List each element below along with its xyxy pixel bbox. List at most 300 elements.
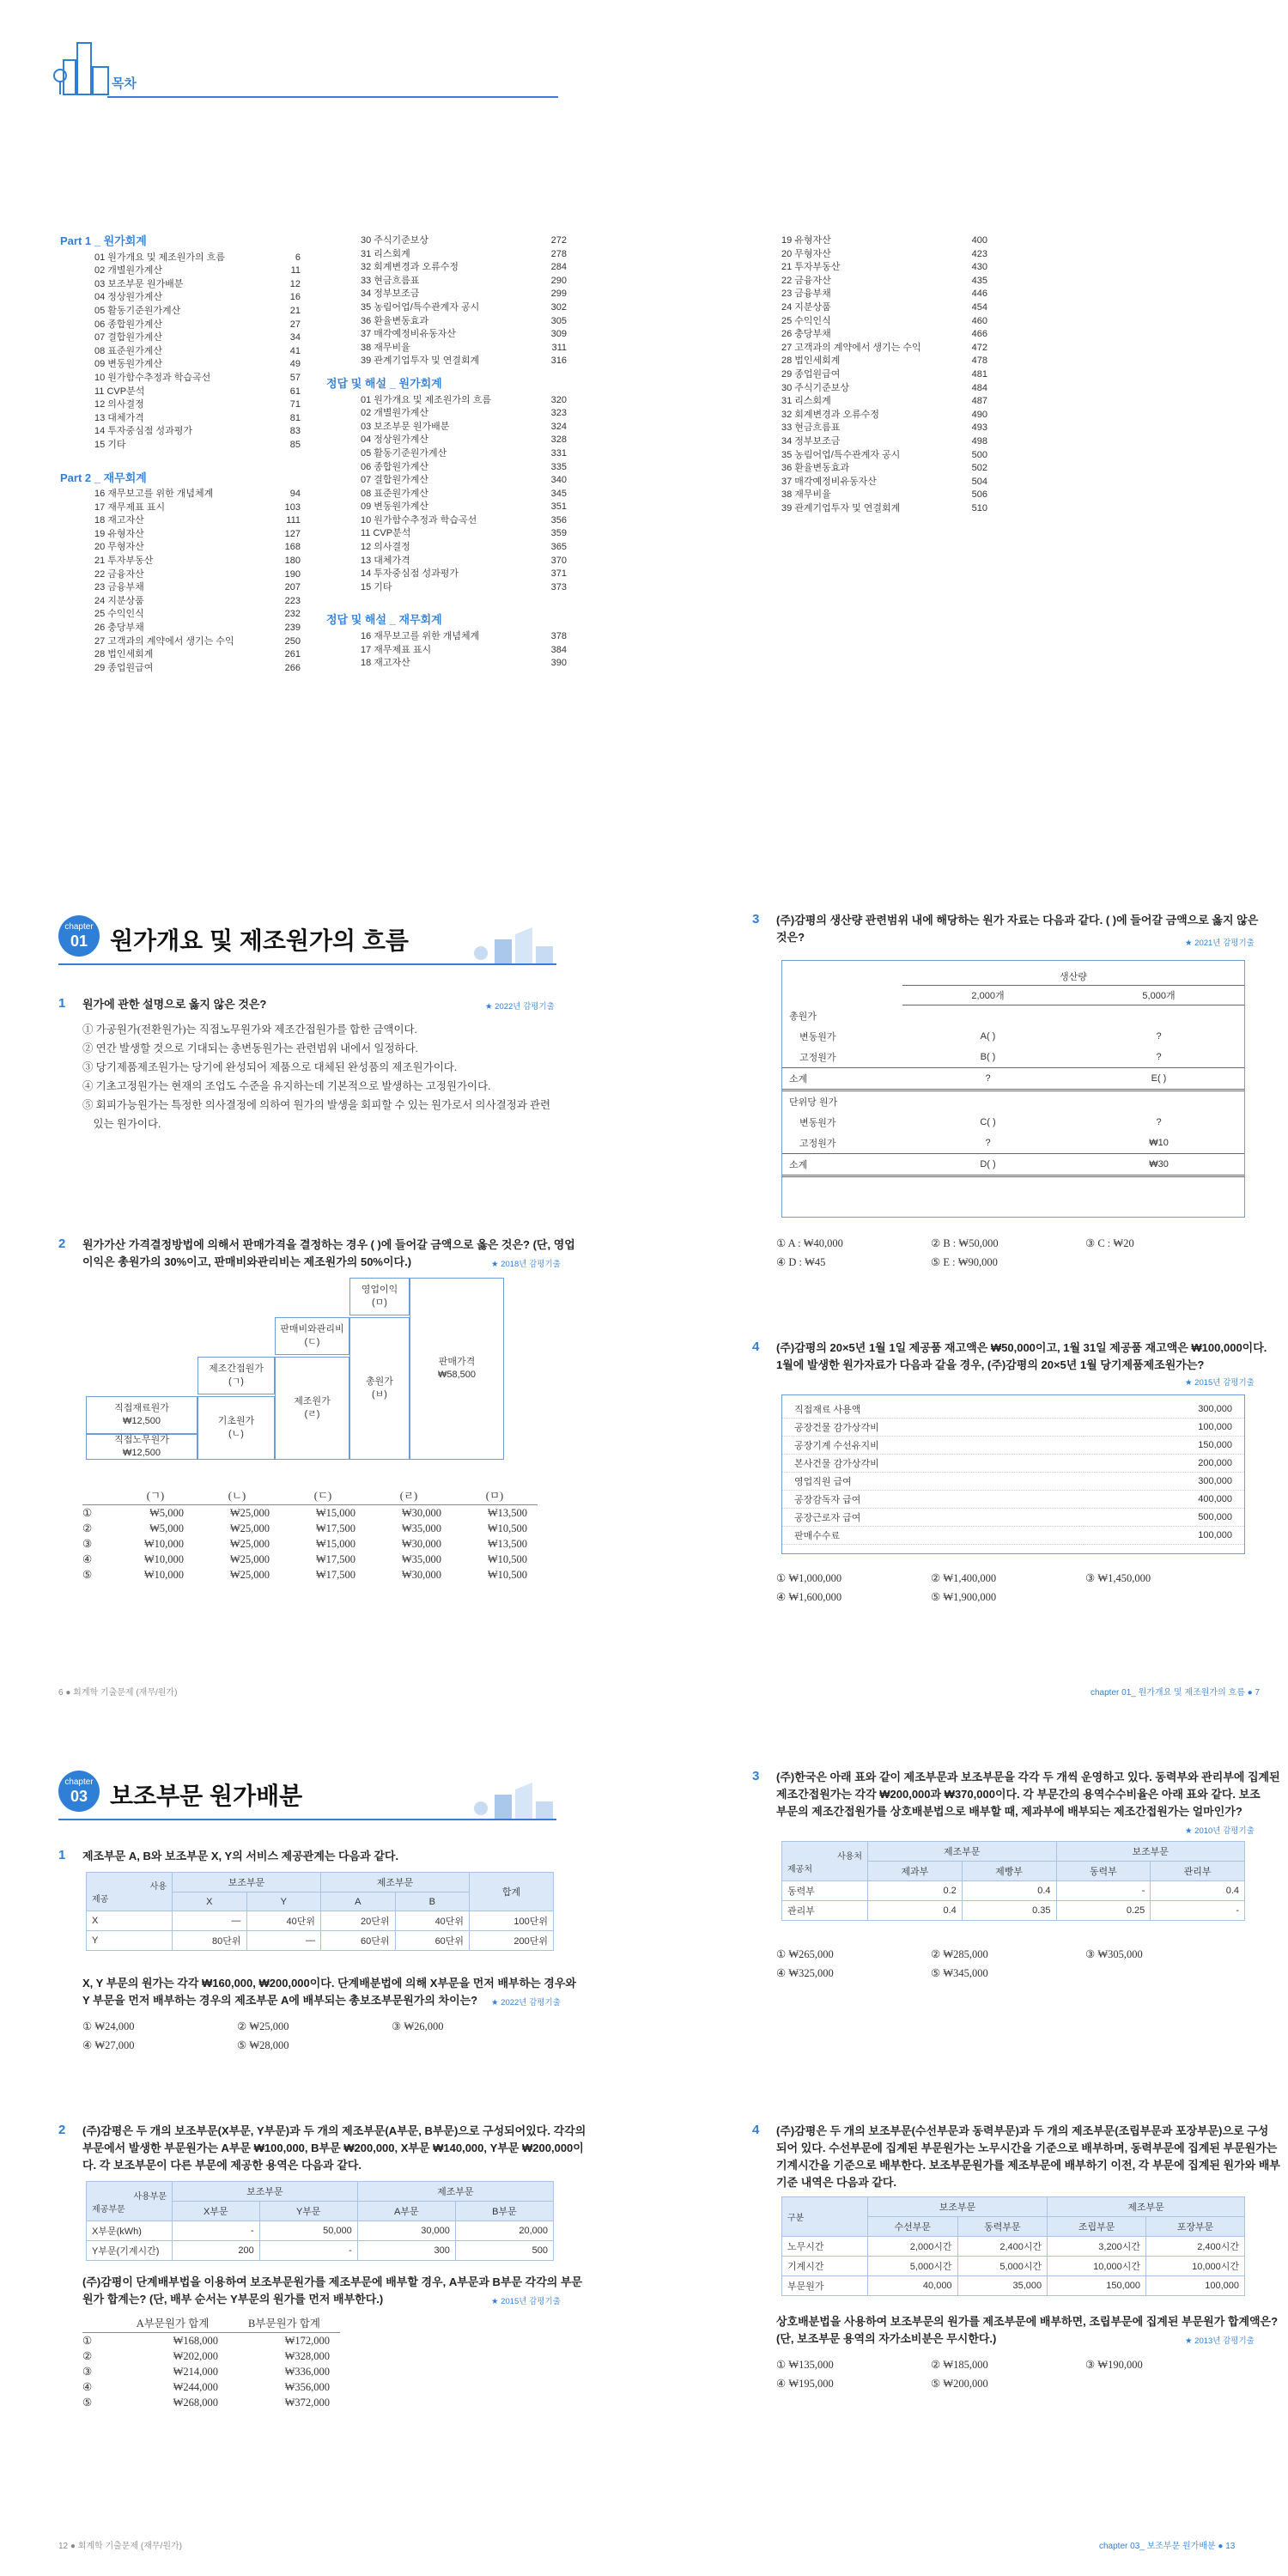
corner-bottom-label: 제공 bbox=[92, 1895, 109, 1905]
table-cell: D( ) bbox=[902, 1153, 1073, 1176]
q4-tag: ★ 2015년 감평기출 bbox=[1185, 1378, 1255, 1388]
toc-entry bbox=[747, 368, 987, 382]
table-header-cell: 5,000개 bbox=[1073, 986, 1244, 1005]
table-header-cell: (ㄴ) bbox=[194, 1485, 280, 1505]
toc-entry bbox=[326, 555, 567, 568]
option-item: ① A : ₩40,000 bbox=[776, 1237, 843, 1249]
toc-entry-label: 26 충당부채 bbox=[94, 623, 144, 634]
table-cell: 10,000시간 bbox=[1048, 2257, 1146, 2276]
corner-bottom-label: 구분 bbox=[787, 2214, 805, 2223]
c3q4-tag: ★ 2013년 감평기출 bbox=[1185, 2336, 1255, 2346]
toc-entry bbox=[326, 447, 567, 461]
toc-entry-label: 09 변동원가계산 bbox=[361, 501, 429, 513]
c3q4-sub-line1: 상호배분법을 사용하여 보조부문의 원가를 제조부문에 배부하면, 조립부문에 집계된 부문원가 합계액은? bbox=[776, 2315, 1279, 2328]
c3q3-text-line1: (주)한국은 아래 표와 같이 제조부문과 보조부문을 각각 두 개씩 운영하고 있다. 동력부와 관리부에 집계된 bbox=[776, 1771, 1280, 1783]
option-item: ② B : ₩50,000 bbox=[931, 1237, 999, 1249]
c3q1-options bbox=[82, 2020, 546, 2052]
table-header-cell: A부문 bbox=[357, 2202, 455, 2221]
toc-entry bbox=[60, 252, 301, 265]
toc-entry-label: 37 매각예정비유동자산 bbox=[781, 476, 877, 487]
toc-entry-label: 25 수익인식 bbox=[781, 315, 831, 326]
table-cell: 20단위 bbox=[321, 1911, 396, 1931]
toc-entry-label: 05 활동기준원가계산 bbox=[94, 305, 181, 316]
footer-page-7: chapter 01_ 원가개요 및 제조원가의 흐름 ● 7 bbox=[1091, 1688, 1261, 1698]
c3q3-tag: ★ 2010년 감평기출 bbox=[1185, 1826, 1255, 1836]
table-corner-cell bbox=[87, 2182, 173, 2221]
table-row bbox=[782, 1026, 1244, 1047]
diagram-price: 판매가격 ₩58,500 bbox=[410, 1278, 504, 1460]
table-cell: ₩356,000 bbox=[284, 2380, 330, 2393]
toc-entry-label: 04 정상원가계산 bbox=[361, 434, 429, 446]
q1-options bbox=[82, 1020, 563, 1133]
toc-entry bbox=[747, 422, 987, 435]
table-row bbox=[782, 1090, 1244, 1112]
option-item: ⑤ ₩345,000 bbox=[931, 1967, 988, 1979]
table-cell: 40단위 bbox=[395, 1911, 470, 1931]
option-item: ① ₩24,000 bbox=[82, 2020, 135, 2032]
chapter-03-title: 보조부문 원가배분 bbox=[110, 1783, 303, 1809]
toc-entry bbox=[60, 608, 301, 622]
toc-entry-page: 21 bbox=[289, 305, 301, 316]
table-cell bbox=[1073, 1005, 1244, 1026]
toc-entry-page: 111 bbox=[286, 515, 301, 526]
c3q2-number: 2 bbox=[58, 2123, 66, 2137]
q2-text-line1: 원가가산 가격결정방법에 의해서 판매가격을 결정하는 경우 ( )에 들어갈 금액으로 옳은 것은? (단, 영업 bbox=[82, 1238, 575, 1251]
table-cell: 5,000시간 bbox=[868, 2257, 958, 2276]
table-row bbox=[82, 2364, 340, 2379]
table-row bbox=[782, 1112, 1244, 1133]
table-row bbox=[87, 1931, 554, 1951]
toc-entry-label: 37 매각예정비유동자산 bbox=[361, 329, 456, 340]
toc-entry bbox=[747, 275, 987, 289]
toc-entry-label: 28 법인세회계 bbox=[94, 649, 154, 660]
option-item: ② ₩25,000 bbox=[237, 2020, 289, 2032]
table-cell: 0.4 bbox=[1151, 1881, 1245, 1901]
toc-entry bbox=[326, 421, 567, 434]
corner-bottom-label: 제공처 bbox=[787, 1864, 812, 1874]
toc-entry-page: 502 bbox=[971, 463, 987, 474]
toc-entry bbox=[326, 248, 567, 262]
toc-entry-page: 290 bbox=[550, 275, 567, 286]
toc-entry-label: 17 재무제표 표시 bbox=[94, 501, 166, 513]
toc-entry-page: 316 bbox=[550, 355, 567, 367]
toc-entry-label: 06 종합원가계산 bbox=[94, 319, 163, 330]
c3q2-text-line3: 다. 각 보조부문이 다른 부문에 제공한 용역은 다음과 같다. bbox=[82, 2159, 361, 2172]
toc-entry bbox=[60, 501, 301, 515]
table-cell: 50,000 bbox=[259, 2221, 357, 2241]
toc-entry-label: 33 현금흐름표 bbox=[781, 422, 841, 434]
toc-entry-label: 22 금융자산 bbox=[94, 568, 144, 580]
toc-entry bbox=[747, 315, 987, 329]
toc-entry-label: 13 대체가격 bbox=[94, 412, 144, 423]
toc-entry-label: 26 충당부채 bbox=[781, 329, 831, 340]
toc-entry-page: 61 bbox=[289, 386, 301, 397]
toc-entry-label: 07 결합원가계산 bbox=[94, 332, 163, 343]
option-item: ⑤ ₩28,000 bbox=[237, 2039, 289, 2051]
table-cell bbox=[782, 968, 902, 986]
table-header-row bbox=[82, 2313, 340, 2333]
toc-entry-label: 15 기타 bbox=[361, 581, 392, 592]
toc-entry-label: 35 농림어업/특수관계자 공시 bbox=[781, 449, 901, 460]
option-item: ⑤ 회피가능원가는 특정한 의사결정에 의하여 원가의 발생을 회피할 수 있는 원가로서 의사결정과 관련 bbox=[82, 1099, 551, 1111]
table-row bbox=[782, 1473, 1244, 1491]
cost-item-value: 500,000 bbox=[1084, 1509, 1244, 1527]
c3q3-options bbox=[776, 1947, 1240, 1980]
table-group-header: 보조부문 bbox=[1056, 1842, 1245, 1862]
table-header-row bbox=[782, 2197, 1245, 2217]
table-cell: ④ bbox=[82, 1553, 93, 1565]
q4-number: 4 bbox=[752, 1340, 760, 1354]
toc-entry-page: 370 bbox=[550, 555, 567, 566]
toc-entry-page: 400 bbox=[971, 235, 987, 246]
table-header-cell: (ㄷ) bbox=[280, 1485, 366, 1505]
table-cell: 100단위 bbox=[470, 1911, 554, 1931]
toc-entry bbox=[326, 275, 567, 289]
table-row bbox=[82, 1505, 538, 1522]
q2-answer-table bbox=[82, 1485, 538, 1583]
table-cell: ₩5,000 bbox=[149, 1522, 184, 1534]
table-header-cell: Y부문 bbox=[259, 2202, 357, 2221]
table-row bbox=[782, 1527, 1244, 1545]
table-group-header: 제조부문 bbox=[357, 2182, 553, 2202]
toc-entry-page: 373 bbox=[550, 581, 567, 592]
toc-entry-page: 356 bbox=[550, 514, 567, 526]
c3q2-answer-table bbox=[82, 2313, 340, 2410]
toc-entry-label: 24 지분상품 bbox=[781, 301, 831, 313]
chapter-01-title: 원가개요 및 제조원가의 흐름 bbox=[110, 927, 409, 954]
table-header-row bbox=[782, 1842, 1245, 1862]
toc-entry-page: 340 bbox=[550, 475, 567, 486]
toc-entry-page: 103 bbox=[284, 501, 301, 513]
toc-entry-page: 335 bbox=[550, 461, 567, 472]
option-item: ② ₩285,000 bbox=[931, 1948, 988, 1960]
toc-entry bbox=[326, 644, 567, 658]
table-cell: - bbox=[1056, 1881, 1151, 1901]
table-row-label: 변동원가 bbox=[799, 1031, 836, 1042]
toc-entry bbox=[747, 395, 987, 409]
toc-entry-label: 30 주식기준보상 bbox=[781, 382, 850, 393]
table-row-label: 고정원가 bbox=[799, 1052, 836, 1063]
table-cell: ? bbox=[902, 1067, 1073, 1090]
q3-options bbox=[776, 1236, 1240, 1269]
toc-entry-label: 36 환율변동효과 bbox=[781, 463, 850, 474]
option-item: ⑤ ₩1,900,000 bbox=[931, 1591, 997, 1603]
toc-part2-heading: Part 2 _ 재무회계 bbox=[60, 471, 147, 484]
table-cell: ₩15,000 bbox=[315, 1537, 355, 1550]
toc-entry-label: 29 종업원급여 bbox=[781, 368, 841, 380]
option-item: ③ ₩26,000 bbox=[392, 2020, 444, 2032]
toc-entry-page: 371 bbox=[550, 568, 567, 580]
toc-entry-label: 23 금융부채 bbox=[94, 582, 144, 593]
toc-entry-label: 33 현금흐름표 bbox=[361, 275, 420, 286]
toc-column-2 bbox=[326, 234, 567, 671]
table-header-row bbox=[87, 1873, 554, 1893]
table-cell: ₩30,000 bbox=[401, 1568, 441, 1581]
q2-text-line2: 이익은 총원가의 30%이고, 판매비와관리비는 제조원가의 50%이다.) bbox=[82, 1255, 412, 1268]
toc-entry-label: 17 재무제표 표시 bbox=[361, 644, 432, 655]
cost-item-value: 300,000 bbox=[1084, 1473, 1244, 1491]
table-row bbox=[87, 1911, 554, 1931]
table-cell: 0.2 bbox=[868, 1881, 963, 1901]
toc-entry-label: 13 대체가격 bbox=[361, 555, 410, 566]
cost-item-label: 공장감독자 급여 bbox=[782, 1491, 1084, 1509]
toc-entry-label: 18 재고자산 bbox=[94, 515, 144, 526]
table-cell: 40,000 bbox=[868, 2276, 958, 2296]
table-header-cell: 동력부문 bbox=[957, 2217, 1048, 2237]
toc-entry-page: 34 bbox=[289, 332, 301, 343]
toc-entry bbox=[747, 342, 987, 355]
c3q4-text-line3: 기계시간을 기준으로 배부한다. 보조부문원가를 제조부문에 배부하기 이전, 각 부문에 집계된 원가와 배부 bbox=[776, 2159, 1280, 2172]
cost-item-label: 공장근로자 급여 bbox=[782, 1509, 1084, 1527]
toc-entry-page: 180 bbox=[284, 556, 301, 567]
toc-entry-label: 16 재무보고를 위한 개념체계 bbox=[94, 489, 214, 500]
toc-entry bbox=[326, 407, 567, 421]
toc-entry bbox=[60, 622, 301, 635]
toc-entry-label: 10 원가함수추정과 학습곡선 bbox=[361, 514, 477, 526]
toc-entry-label: 21 투자부동산 bbox=[781, 262, 841, 273]
toc-entry-page: 384 bbox=[550, 644, 567, 655]
c3q1-sub-line2: Y 부문을 먼저 배부하는 경우의 제조부문 A에 배부되는 총보조부문원가의 차이는? bbox=[82, 1994, 478, 2007]
c3q1-sub-line1: X, Y 부문의 원가는 각각 ₩160,000, ₩200,000이다. 단계배분법에 의해 X부문을 먼저 배부하는 경우와 bbox=[82, 1977, 576, 1990]
table-row bbox=[82, 2348, 340, 2364]
q4-text-line1: (주)감평의 20×5년 1월 1일 제공품 재고액은 ₩50,000이고, 1월 31일 제공품 재고액은 ₩100,000이다. bbox=[776, 1341, 1267, 1354]
toc-entry-page: 12 bbox=[289, 278, 301, 289]
table-cell: — bbox=[173, 1911, 247, 1931]
table-row-label: 관리부 bbox=[782, 1901, 868, 1921]
table-cell: 100,000 bbox=[1146, 2276, 1245, 2296]
toc-entry-label: 05 활동기준원가계산 bbox=[361, 447, 447, 459]
table-cell: 2,400시간 bbox=[957, 2237, 1048, 2257]
table-row-label: 소계 bbox=[782, 1153, 902, 1176]
toc-entry-label: 20 무형자산 bbox=[94, 542, 144, 553]
table-cell: ₩244,000 bbox=[173, 2380, 218, 2393]
table-row bbox=[782, 1491, 1244, 1509]
toc-entry bbox=[747, 355, 987, 368]
table-cell: 300 bbox=[357, 2241, 455, 2261]
c3q2-tag: ★ 2015년 감평기출 bbox=[491, 2297, 561, 2306]
table-cell: ₩10,500 bbox=[487, 1522, 527, 1534]
toc-entry-page: 71 bbox=[289, 399, 301, 410]
toc-entry-label: 11 CVP분석 bbox=[361, 528, 411, 539]
q3-table-box bbox=[781, 960, 1245, 1218]
toc-entry-label: 16 재무보고를 위한 개념체계 bbox=[361, 631, 480, 642]
table-cell: 0.4 bbox=[962, 1881, 1056, 1901]
option-item: 있는 원가이다. bbox=[82, 1118, 161, 1130]
table-row bbox=[782, 2276, 1245, 2296]
toc-title: 목차 bbox=[112, 76, 137, 91]
toc-entry-page: 127 bbox=[284, 528, 301, 539]
table-cell: ₩10,000 bbox=[143, 1568, 184, 1581]
toc-entry bbox=[60, 291, 301, 305]
table-cell: ₩172,000 bbox=[284, 2334, 330, 2347]
toc-entry bbox=[326, 501, 567, 514]
table-cell: 60단위 bbox=[321, 1931, 396, 1951]
toc-entry-label: 01 원가개요 및 제조원가의 흐름 bbox=[361, 394, 491, 405]
toc-entry-page: 435 bbox=[971, 275, 987, 286]
table-cell: ② bbox=[82, 2350, 93, 2362]
toc-answers-financial-heading: 정답 및 해설 _ 재무회계 bbox=[326, 613, 442, 627]
table-row-label: 소계 bbox=[782, 1067, 902, 1090]
diagram-moh: 제조간접원가 (ㄱ) bbox=[197, 1357, 275, 1394]
table-row-label: 총원가 bbox=[789, 1011, 817, 1022]
toc-entry-page: 309 bbox=[550, 329, 567, 340]
table-header-cell: X부문 bbox=[173, 2202, 260, 2221]
toc-entry-label: 01 원가개요 및 제조원가의 흐름 bbox=[94, 252, 225, 263]
toc-entry-label: 31 리스회계 bbox=[361, 248, 410, 259]
q4-options bbox=[776, 1571, 1240, 1604]
table-cell: - bbox=[259, 2241, 357, 2261]
toc-entry bbox=[60, 595, 301, 609]
toc-entry bbox=[747, 449, 987, 463]
table-cell: 0.35 bbox=[962, 1901, 1056, 1921]
cost-item-label: 판매수수료 bbox=[782, 1527, 1084, 1545]
toc-entry-page: 57 bbox=[289, 372, 301, 383]
toc-entry-page: 331 bbox=[550, 447, 567, 459]
table-row-label: 기계시간 bbox=[782, 2257, 868, 2276]
cost-item-label: 영업직원 급여 bbox=[782, 1473, 1084, 1491]
toc-entry-label: 12 의사결정 bbox=[361, 542, 410, 553]
table-cell: A( ) bbox=[980, 1030, 996, 1042]
cost-item-label: 공장건물 감가상각비 bbox=[782, 1419, 1084, 1437]
c3q2-service-table bbox=[86, 2181, 554, 2261]
table-cell: 0.25 bbox=[1056, 1901, 1151, 1921]
table-cell: ₩17,500 bbox=[315, 1552, 355, 1565]
toc-entry-page: 345 bbox=[550, 488, 567, 499]
corner-top-label: 사용처 bbox=[837, 1851, 862, 1862]
c3q1-tag: ★ 2022년 감평기출 bbox=[491, 1998, 561, 2008]
toc-entry-page: 41 bbox=[289, 345, 301, 356]
toc-entry-label: 27 고객과의 계약에서 생기는 수익 bbox=[781, 342, 921, 353]
table-row bbox=[782, 2257, 1245, 2276]
c3q2-sub-line2: 원가 합계는? (단, 배부 순서는 Y부문의 원가를 먼저 배부한다.) bbox=[82, 2293, 384, 2306]
toc-entry-page: 168 bbox=[284, 542, 301, 553]
option-item: ⑤ E : ₩90,000 bbox=[931, 1256, 998, 1268]
toc-entry-page: 261 bbox=[284, 649, 301, 660]
option-item: ② ₩185,000 bbox=[931, 2359, 988, 2371]
toc-entry-page: 378 bbox=[550, 631, 567, 642]
table-cell: ₩336,000 bbox=[284, 2365, 330, 2378]
table-cell: B( ) bbox=[980, 1051, 996, 1062]
option-item: ② ₩1,400,000 bbox=[931, 1572, 997, 1584]
q3-tag: ★ 2021년 감평기출 bbox=[1185, 939, 1255, 948]
toc-entry bbox=[747, 301, 987, 315]
cost-item-value: 100,000 bbox=[1084, 1419, 1244, 1437]
table-group-header: 보조부문 bbox=[173, 2182, 358, 2202]
table-corner-cell bbox=[87, 1873, 173, 1911]
table-cell: ₩35,000 bbox=[401, 1552, 441, 1565]
table-header-cell: 제과부 bbox=[868, 1862, 963, 1881]
table-row bbox=[782, 1153, 1244, 1176]
table-cell bbox=[782, 986, 902, 1005]
chapter-01-deco-icon bbox=[472, 927, 558, 968]
toc-entry-label: 38 재무비율 bbox=[361, 342, 410, 353]
toc-entry-page: 223 bbox=[284, 595, 301, 606]
table-row bbox=[82, 1552, 538, 1567]
table-cell: C( ) bbox=[980, 1116, 996, 1127]
table-cell: ₩30 bbox=[1073, 1153, 1244, 1176]
toc-entry-label: 12 의사결정 bbox=[94, 399, 144, 410]
chapter-03-badge: chapter 03 bbox=[58, 1771, 100, 1812]
toc-entry bbox=[326, 657, 567, 671]
c3q1-text: 제조부문 A, B와 보조부문 X, Y의 서비스 제공관계는 다음과 같다. bbox=[82, 1850, 399, 1862]
toc-entry-page: 498 bbox=[971, 435, 987, 447]
option-item: ④ ₩195,000 bbox=[776, 2378, 834, 2390]
toc-entry-page: 232 bbox=[284, 609, 301, 620]
toc-entry bbox=[326, 288, 567, 301]
diagram-dl: 직접노무원가 ₩12,500 bbox=[86, 1434, 197, 1460]
c3q4-text-line2: 되어 있다. 수선부문에 집계된 부문원가는 노무시간을 기준으로 배부하며, 동력부문에 집계된 부문원가는 bbox=[776, 2142, 1278, 2154]
toc-part1-heading: Part 1 _ 원가회계 bbox=[60, 234, 147, 247]
toc-entry-page: 490 bbox=[971, 409, 987, 420]
table-cell: ₩25,000 bbox=[229, 1552, 270, 1565]
toc-entry-label: 35 농림어업/특수관계자 공시 bbox=[361, 301, 480, 313]
toc-entry-page: 81 bbox=[289, 412, 301, 423]
toc-entry-page: 94 bbox=[289, 489, 301, 500]
table-header-cell: 제빵부 bbox=[962, 1862, 1056, 1881]
table-cell: ₩30,000 bbox=[401, 1537, 441, 1550]
toc-entry-label: 03 보조부문 원가배분 bbox=[361, 421, 450, 432]
footer-page-6: 6 ● 회계학 기출문제 (재무/원가) bbox=[58, 1688, 178, 1698]
toc-entry-page: 11 bbox=[290, 265, 301, 276]
table-cell: ₩10,000 bbox=[143, 1552, 184, 1565]
table-header-cell: (ㄱ) bbox=[117, 1485, 194, 1505]
toc-entry-page: 323 bbox=[550, 408, 567, 419]
option-item: ② 연간 발생할 것으로 기대되는 총변동원가는 관련범위 내에서 일정하다. bbox=[82, 1042, 418, 1054]
toc-entry-label: 34 정부보조금 bbox=[361, 289, 420, 300]
toc-entry bbox=[747, 248, 987, 262]
option-item: ③ 당기제품제조원가는 당기에 완성되어 제품으로 대체된 완성품의 제조원가이다. bbox=[82, 1061, 457, 1073]
toc-entry-page: 430 bbox=[971, 262, 987, 273]
q2-tag: ★ 2018년 감평기출 bbox=[491, 1260, 561, 1269]
table-cell: ? bbox=[985, 1137, 991, 1148]
toc-entry-page: 27 bbox=[289, 319, 301, 330]
c3q4-sub-line2: (단, 보조부문 용역의 자가소비분은 무시한다.) bbox=[776, 2332, 997, 2345]
toc-entry bbox=[60, 386, 301, 399]
table-row bbox=[82, 2379, 340, 2395]
toc-entry-label: 22 금융자산 bbox=[781, 275, 831, 286]
table-row bbox=[782, 1509, 1244, 1527]
toc-entry-label: 25 수익인식 bbox=[94, 609, 144, 620]
table-cell: ① bbox=[82, 2335, 93, 2347]
toc-entry bbox=[60, 528, 301, 542]
toc-entry-label: 03 보조부문 원가배분 bbox=[94, 278, 184, 289]
q1-tag: ★ 2022년 감평기출 bbox=[485, 1002, 555, 1012]
table-cell bbox=[902, 1090, 1073, 1112]
toc-entry-label: 08 표준원가계산 bbox=[94, 345, 163, 356]
table-row-label: 단위당 원가 bbox=[789, 1097, 838, 1108]
toc-entry-label: 20 무형자산 bbox=[781, 248, 831, 259]
toc-entry bbox=[747, 502, 987, 516]
toc-entry bbox=[60, 398, 301, 412]
toc-entry-label: 27 고객과의 계약에서 생기는 수익 bbox=[94, 635, 234, 647]
toc-entry bbox=[60, 439, 301, 453]
corner-top-label: 사용부문 bbox=[133, 2191, 167, 2202]
toc-entry bbox=[326, 630, 567, 644]
toc-entry-page: 466 bbox=[971, 329, 987, 340]
table-cell: 35,000 bbox=[957, 2276, 1048, 2296]
toc-entry bbox=[60, 331, 301, 345]
table-cell: 500 bbox=[455, 2241, 553, 2261]
table-header-cell: (ㄹ) bbox=[366, 1485, 452, 1505]
table-header-cell: 수선부문 bbox=[868, 2217, 958, 2237]
toc-entry-page: 510 bbox=[971, 502, 987, 513]
table-cell: 5,000시간 bbox=[957, 2257, 1048, 2276]
c3q3-number: 3 bbox=[752, 1769, 760, 1783]
table-cell: ₩17,500 bbox=[315, 1568, 355, 1581]
toc-entry-page: 299 bbox=[550, 289, 567, 300]
toc-entry-label: 21 투자부동산 bbox=[94, 556, 154, 567]
toc-entry-page: 16 bbox=[289, 292, 301, 303]
